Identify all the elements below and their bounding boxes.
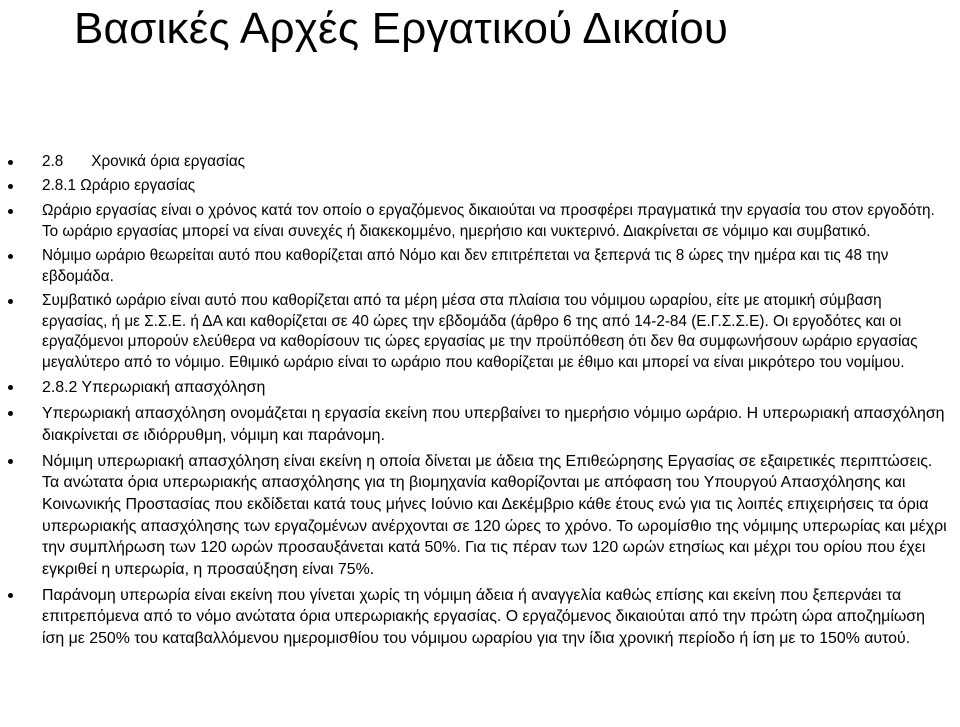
- slide-title: Βασικές Αρχές Εργατικού Δικαίου: [74, 4, 729, 53]
- bullet-text: Νόμιμο ωράριο θεωρείται αυτό που καθορίζεται από Νόμο και δεν επιτρέπεται να ξεπερνά τις 8 ώρες την ημέρα και τις 48 την εβδομάδα.: [42, 247, 889, 285]
- bullet-item: [0, 451, 960, 581]
- bullet-item: [0, 377, 960, 399]
- bullet-item: [0, 246, 960, 287]
- bullet-item: [0, 403, 960, 446]
- section-number: 2.8: [42, 153, 64, 170]
- bullet-item: [0, 176, 960, 197]
- bullet-item: [0, 152, 960, 173]
- bullet-text: Ωράριο εργασίας είναι ο χρόνος κατά τον οποίο ο εργαζόμενος δικαιούται να προσφέρει πραγματικά την εργασία του στον εργοδότη. Το ωράριο εργασίας μπορεί να είναι συνεχές ή διακεκομμένο, ημερήσιο και νυκτερινό. Διακρίνεται σε νόμιμο και συμβατικό.: [42, 201, 935, 240]
- bullet-text: Συμβατικό ωράριο είναι αυτό που καθορίζεται από τα μέρη μέσα στα πλαίσια του νόμιμου ωραρίου, είτε με ατομική σύμβαση εργασίας, ή με Σ.Σ.Ε. ή ΔΑ και καθορίζεται σε 40 ώρες την εβδομάδα (άρθρο 6 της από 14-2-84 (Ε.Γ.Σ.Σ.Ε). Οι εργοδότες και οι εργαζόμενοι μπορούν ελεύθερα να καθορίσουν τις ώρες εργασίας με την προϋπόθεση ότι δεν θα συμφωνήσουν ωράριο εργασίας μεγαλύτερο από το νόμιμο. Εθιμικό ωράριο είναι το ωράριο που καθορίζεται με έθιμο και μπορεί να είναι μικρότερο του νομίμου.: [42, 292, 918, 371]
- bullet-item: [0, 201, 960, 242]
- bullet-text: Υπερωριακή απασχόληση ονομάζεται η εργασία εκείνη που υπερβαίνει το ημερήσιο νόμιμο ωράριο. Η υπερωριακή απασχόληση διακρίνεται σε ιδιόρρυθμη, νόμιμη και παράνομη.: [42, 405, 945, 444]
- bullet-text: 2.8.1 Ωράριο εργασίας: [42, 177, 196, 195]
- bullet-item: [0, 585, 960, 650]
- bullet-item: [0, 291, 960, 373]
- bullet-text: Νόμιμη υπερωριακή απασχόληση είναι εκείνη η οποία δίνεται με άδεια της Επιθεώρησης Εργασίας σε εξαιρετικές περιπτώσεις. Τα ανώτατα όρια υπερωριακής απασχόλησης για τη βιομηχανία καθορίζονται με απόφαση του Υπουργού Απασχόλησης και Κοινωνικής Προστασίας που εκδίδεται κατά τους μήνες Ιούνιο και Δεκέμβριο κάθε έτους ενώ για τις λοιπές επιχειρήσεις τα όρια υπερωριακής απασχόλησης των εργαζομένων ανέρχονται σε 120 ώρες το χρόνο. Το ωρομίσθιο της νόμιμης υπερωρίας και μέχρι την συμπλήρωση των 120 ωρών προσαυξάνεται κατά 50%. Για τις πέραν των 120 ωρών ετησίως και μέχρι του ορίου που έχει εγκριθεί η υπερωρία, η προσαύξηση είναι 75%.: [42, 452, 947, 578]
- bullet-list: [0, 152, 960, 654]
- bullet-text: Παράνομη υπερωρία είναι εκείνη που γίνεται χωρίς τη νόμιμη άδεια ή αναγγελία καθώς επίσης και εκείνη που ξεπερνάει τα επιτρεπόμενα από το νόμο ανώτατα όρια υπερωριακής εργασίας. Ο εργαζόμενος δικαιούται από την πρώτη ώρα αποζημίωση ίση με 250% του καταβαλλόμενου ημερομισθίου του νόμιμου ωραρίου για την ίδια χρονική περίοδο ή ίση με το 150% αυτού.: [42, 586, 925, 647]
- bullet-text: 2.8.2 Υπερωριακή απασχόληση: [42, 379, 266, 397]
- bullet-text: Χρονικά όρια εργασίας: [91, 153, 246, 170]
